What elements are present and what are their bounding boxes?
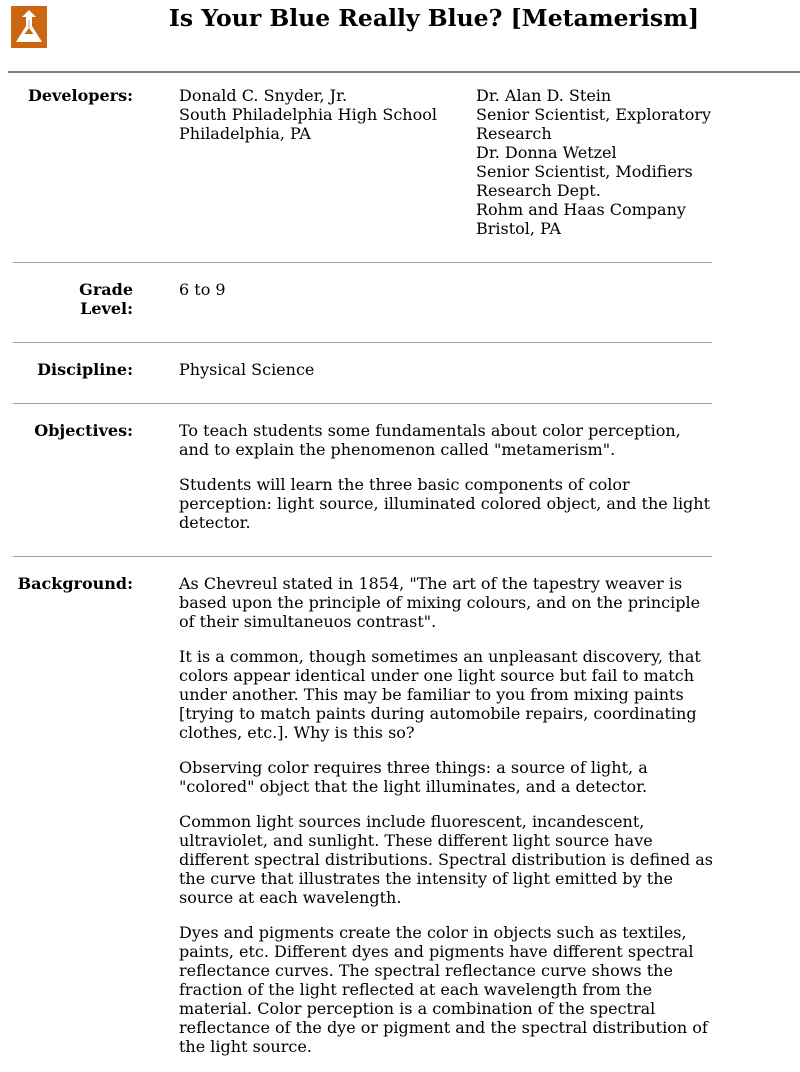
objectives-text (179, 421, 714, 548)
background-paragraph: Observing color requires three things: a source of light, a "colored" object that the light illuminates, and a detector. (179, 758, 648, 796)
background-paragraph: It is a common, though sometimes an unpleasant discovery, that colors appear identical under one light source but fail to match under another. This may be familiar to you from mixing paints [trying to match paints during automobile repairs, coordinating clothes, etc.]. Why is this so? (179, 647, 701, 742)
developer-name: Donald C. Snyder, Jr. (179, 86, 348, 105)
developer-school: South Philadelphia High School (179, 105, 437, 124)
background-label: Background: (17, 574, 133, 593)
background-text (179, 574, 714, 1072)
objectives-paragraph: Students will learn the three basic components of color perception: light source, illuminated colored object, and the light detector. (179, 475, 711, 532)
background-paragraph: Dyes and pigments create the color in objects such as textiles, paints, etc. Different dyes and pigments have different spectral reflectance curves. The spectral reflectance curve shows the fraction of the light reflected at each wavelength from the material. Color perception is a combination of the spectral reflectance of the dye or pigment and the spectral distribution of the light source. (179, 923, 708, 1056)
title-divider (8, 71, 800, 73)
developer-school-block (179, 86, 469, 143)
section-divider (13, 556, 712, 557)
grade-level-value: 6 to 9 (179, 280, 226, 299)
background-paragraph: Common light sources include fluorescent, incandescent, ultraviolet, and sunlight. These different light source have different spectral distributions. Spectral distribution is defined as the curve that illustrates the intensity of light emitted by the source at each wavelength. (179, 812, 713, 907)
company-name: Rohm and Haas Company (476, 200, 686, 219)
developers-label: Developers: (28, 86, 133, 105)
grade-level-label: Grade Level: (79, 280, 133, 318)
page-title: Is Your Blue Really Blue? [Metamerism] (168, 4, 700, 32)
section-divider (13, 342, 712, 343)
developer-city: Philadelphia, PA (179, 124, 311, 143)
objectives-paragraph: To teach students some fundamentals about color perception, and to explain the phenomenon called "metamerism". (179, 421, 681, 459)
section-divider (13, 403, 712, 404)
company-city: Bristol, PA (476, 219, 561, 238)
scientist-name: Dr. Alan D. Stein (476, 86, 612, 105)
objectives-label: Objectives: (34, 421, 133, 440)
scientist-name: Dr. Donna Wetzel (476, 143, 617, 162)
section-divider (13, 262, 712, 263)
scientist-title: Senior Scientist, Exploratory Research (476, 105, 712, 143)
discipline-value: Physical Science (179, 360, 315, 379)
developer-company-block (476, 86, 716, 238)
background-paragraph: As Chevreul stated in 1854, "The art of the tapestry weaver is based upon the principle of mixing colours, and on the principle of their simultaneuos contrast". (179, 574, 701, 631)
discipline-label: Discipline: (37, 360, 133, 379)
scientist-title: Senior Scientist, Modifiers Research Dept. (476, 162, 693, 200)
